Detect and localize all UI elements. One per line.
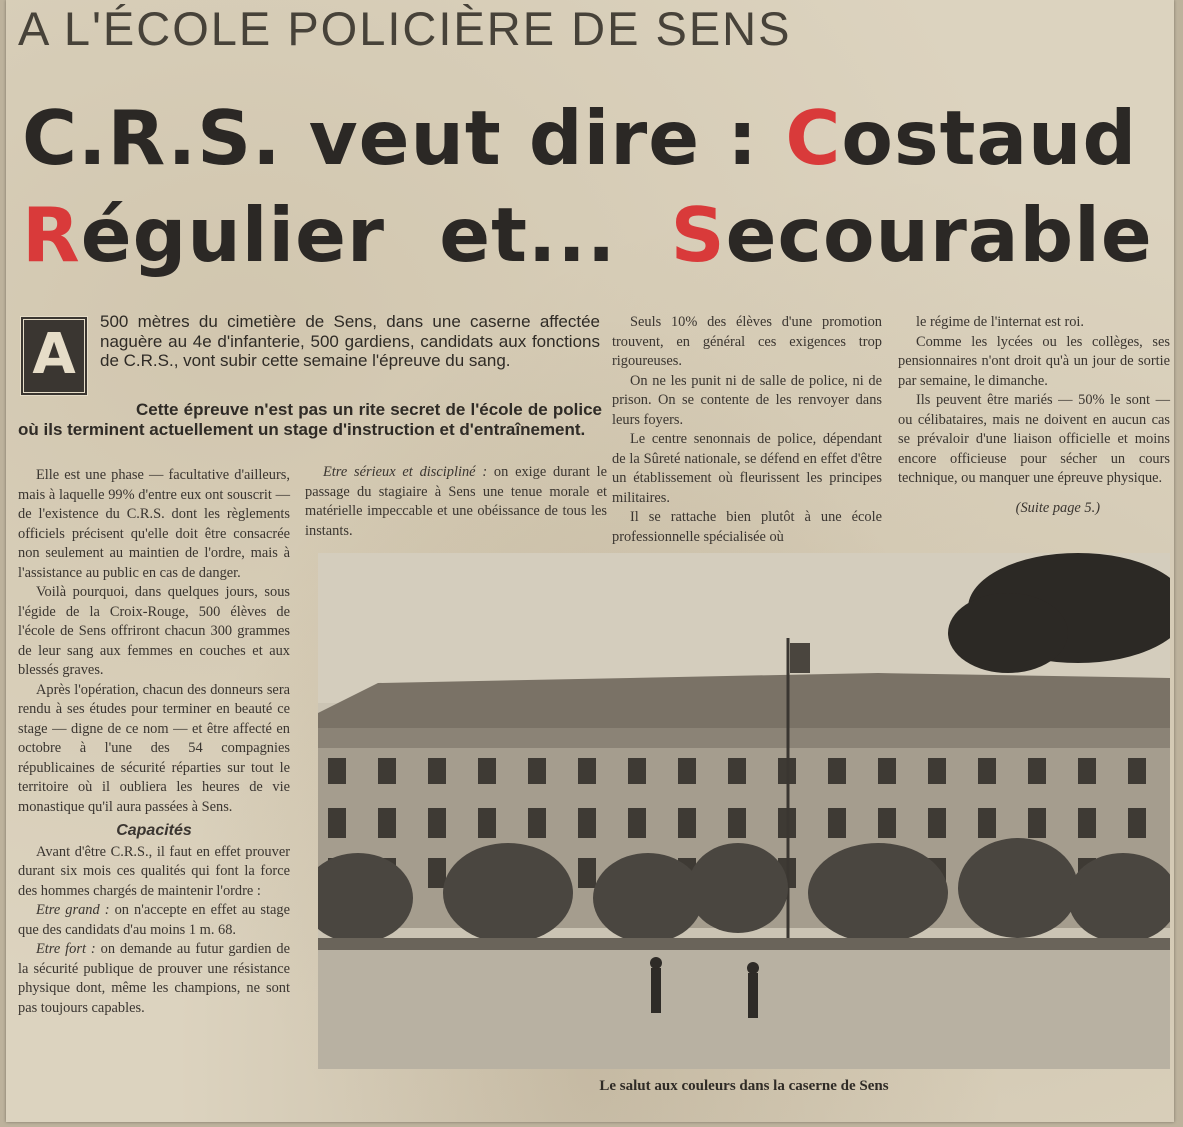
article-column-2 (305, 463, 607, 541)
paragraph-text: on exige durant le passage du stagiaire à Sens une tenue morale et matérielle impeccable et une obéissance de tous les instants. (305, 464, 607, 539)
paragraph: Après l'opération, chacun des donneurs sera rendu à ses études pour terminer en beauté ce stage — digne de ce nom — et être affecté en octobre à l'une des 54 compagnies républicaines de sécurité réparties sur tout le territoire où il oubliera les heures de vie monastique qu'il aura passées à Sens. (18, 681, 290, 815)
paragraph-text: on n'accepte en effet au stage que des candidats d'au moins 1 m. 68. (18, 902, 290, 938)
kicker-title: A L'ÉCOLE POLICIÈRE DE SENS (18, 2, 792, 55)
paragraph: le régime de l'internat est roi. (916, 314, 1085, 330)
paragraph: Comme les lycées ou les collèges, ses pensionnaires n'ont droit qu'à un jour de sortie par semaine, le dimanche. (898, 333, 1170, 389)
headline-red-letter-r: R (22, 191, 81, 279)
barracks-photo (318, 553, 1170, 1069)
paragraph-text: on demande au futur gardien de la sécurité publique de prouver une résistance physique dont, même les champions, ne sont pas toujours capables. (18, 941, 290, 1016)
paragraph: Ils peuvent être mariés — 50% le sont — ou célibataires, mais ne doivent en aucun cas se prévaloir d'une liaison officielle et moins encore officieuse pour sécher un cours technique, ou manquer une épreuve physique. (898, 392, 1170, 486)
paragraph: Il se rattache bien plutôt à une école professionnelle spécialisée où (612, 509, 882, 545)
subheading-capacites: Capacités (116, 822, 192, 839)
continuation-reference: (Suite page 5.) (1015, 499, 1100, 516)
paragraph-label: Etre sérieux et discipliné : (323, 464, 488, 480)
article-column-3 (612, 313, 882, 547)
headline-text: ecourable (725, 191, 1153, 279)
headline-line-1 (22, 90, 1172, 186)
photo-caption: Le salut aux couleurs dans la caserne de Sens (599, 1078, 889, 1094)
article-column-4 (898, 313, 1170, 518)
paragraph: Le centre senonnais de police, dépendant de la Sûreté nationale, se défend en effet d'être un établissement où fleurissent les principes militaires. (612, 431, 882, 506)
paragraph: Voilà pourquoi, dans quelques jours, sous l'égide de la Croix-Rouge, 500 élèves de l'école de Sens offriront chacun 300 grammes de leur sang aux femmes en couches et aux blessés graves. (18, 584, 290, 678)
paragraph: Seuls 10% des élèves d'une promotion trouvent, en général ces exigences trop rigoureuses. (612, 314, 882, 369)
lead-paragraph-2: Cette épreuve n'est pas un rite secret de l'école de police où ils terminent actuellement un stage d'instruction et d'entraînement. (18, 400, 602, 439)
headline-text: égulier et... (80, 191, 671, 279)
paragraph (305, 463, 607, 541)
paragraph-label: Etre grand : (36, 902, 110, 918)
paragraph (18, 901, 290, 940)
paragraph: Avant d'être C.R.S., il faut en effet prouver durant six mois ces qualités qui font la force des hommes chargés de maintenir l'ordre : (18, 843, 290, 899)
headline-line-2 (22, 187, 1172, 283)
article-column-1 (18, 466, 290, 1018)
paragraph (18, 940, 290, 1018)
paragraph-label: Etre fort : (36, 941, 96, 957)
barracks-photo-illustration (318, 553, 1170, 1069)
paragraph: On ne les punit ni de salle de police, ni de prison. On se contente de les renvoyer dans leurs foyers. (612, 372, 882, 428)
lead-paragraph-1: 500 mètres du cimetière de Sens, dans une caserne affectée naguère au 4e d'infanterie, 500 gardiens, candidats aux fonctions de C.R.S., vont subir cette semaine l'épreuve du sang. (100, 312, 600, 370)
drop-cap: A (20, 316, 88, 396)
headline-red-letter-s: S (670, 191, 726, 279)
paragraph: Elle est une phase — facultative d'ailleurs, mais à laquelle 99% d'entre eux ont souscrit — de l'existence du C.R.S. dont les règlements officiels précisent qu'elle doit être consacrée non seulement au maintien de l'ordre, mais à l'assistance au public en cas de danger. (18, 467, 290, 581)
headline-red-letter-c: C (785, 94, 842, 182)
headline-text: C.R.S. veut dire : (22, 94, 786, 182)
headline-text: ostaud (841, 94, 1138, 182)
